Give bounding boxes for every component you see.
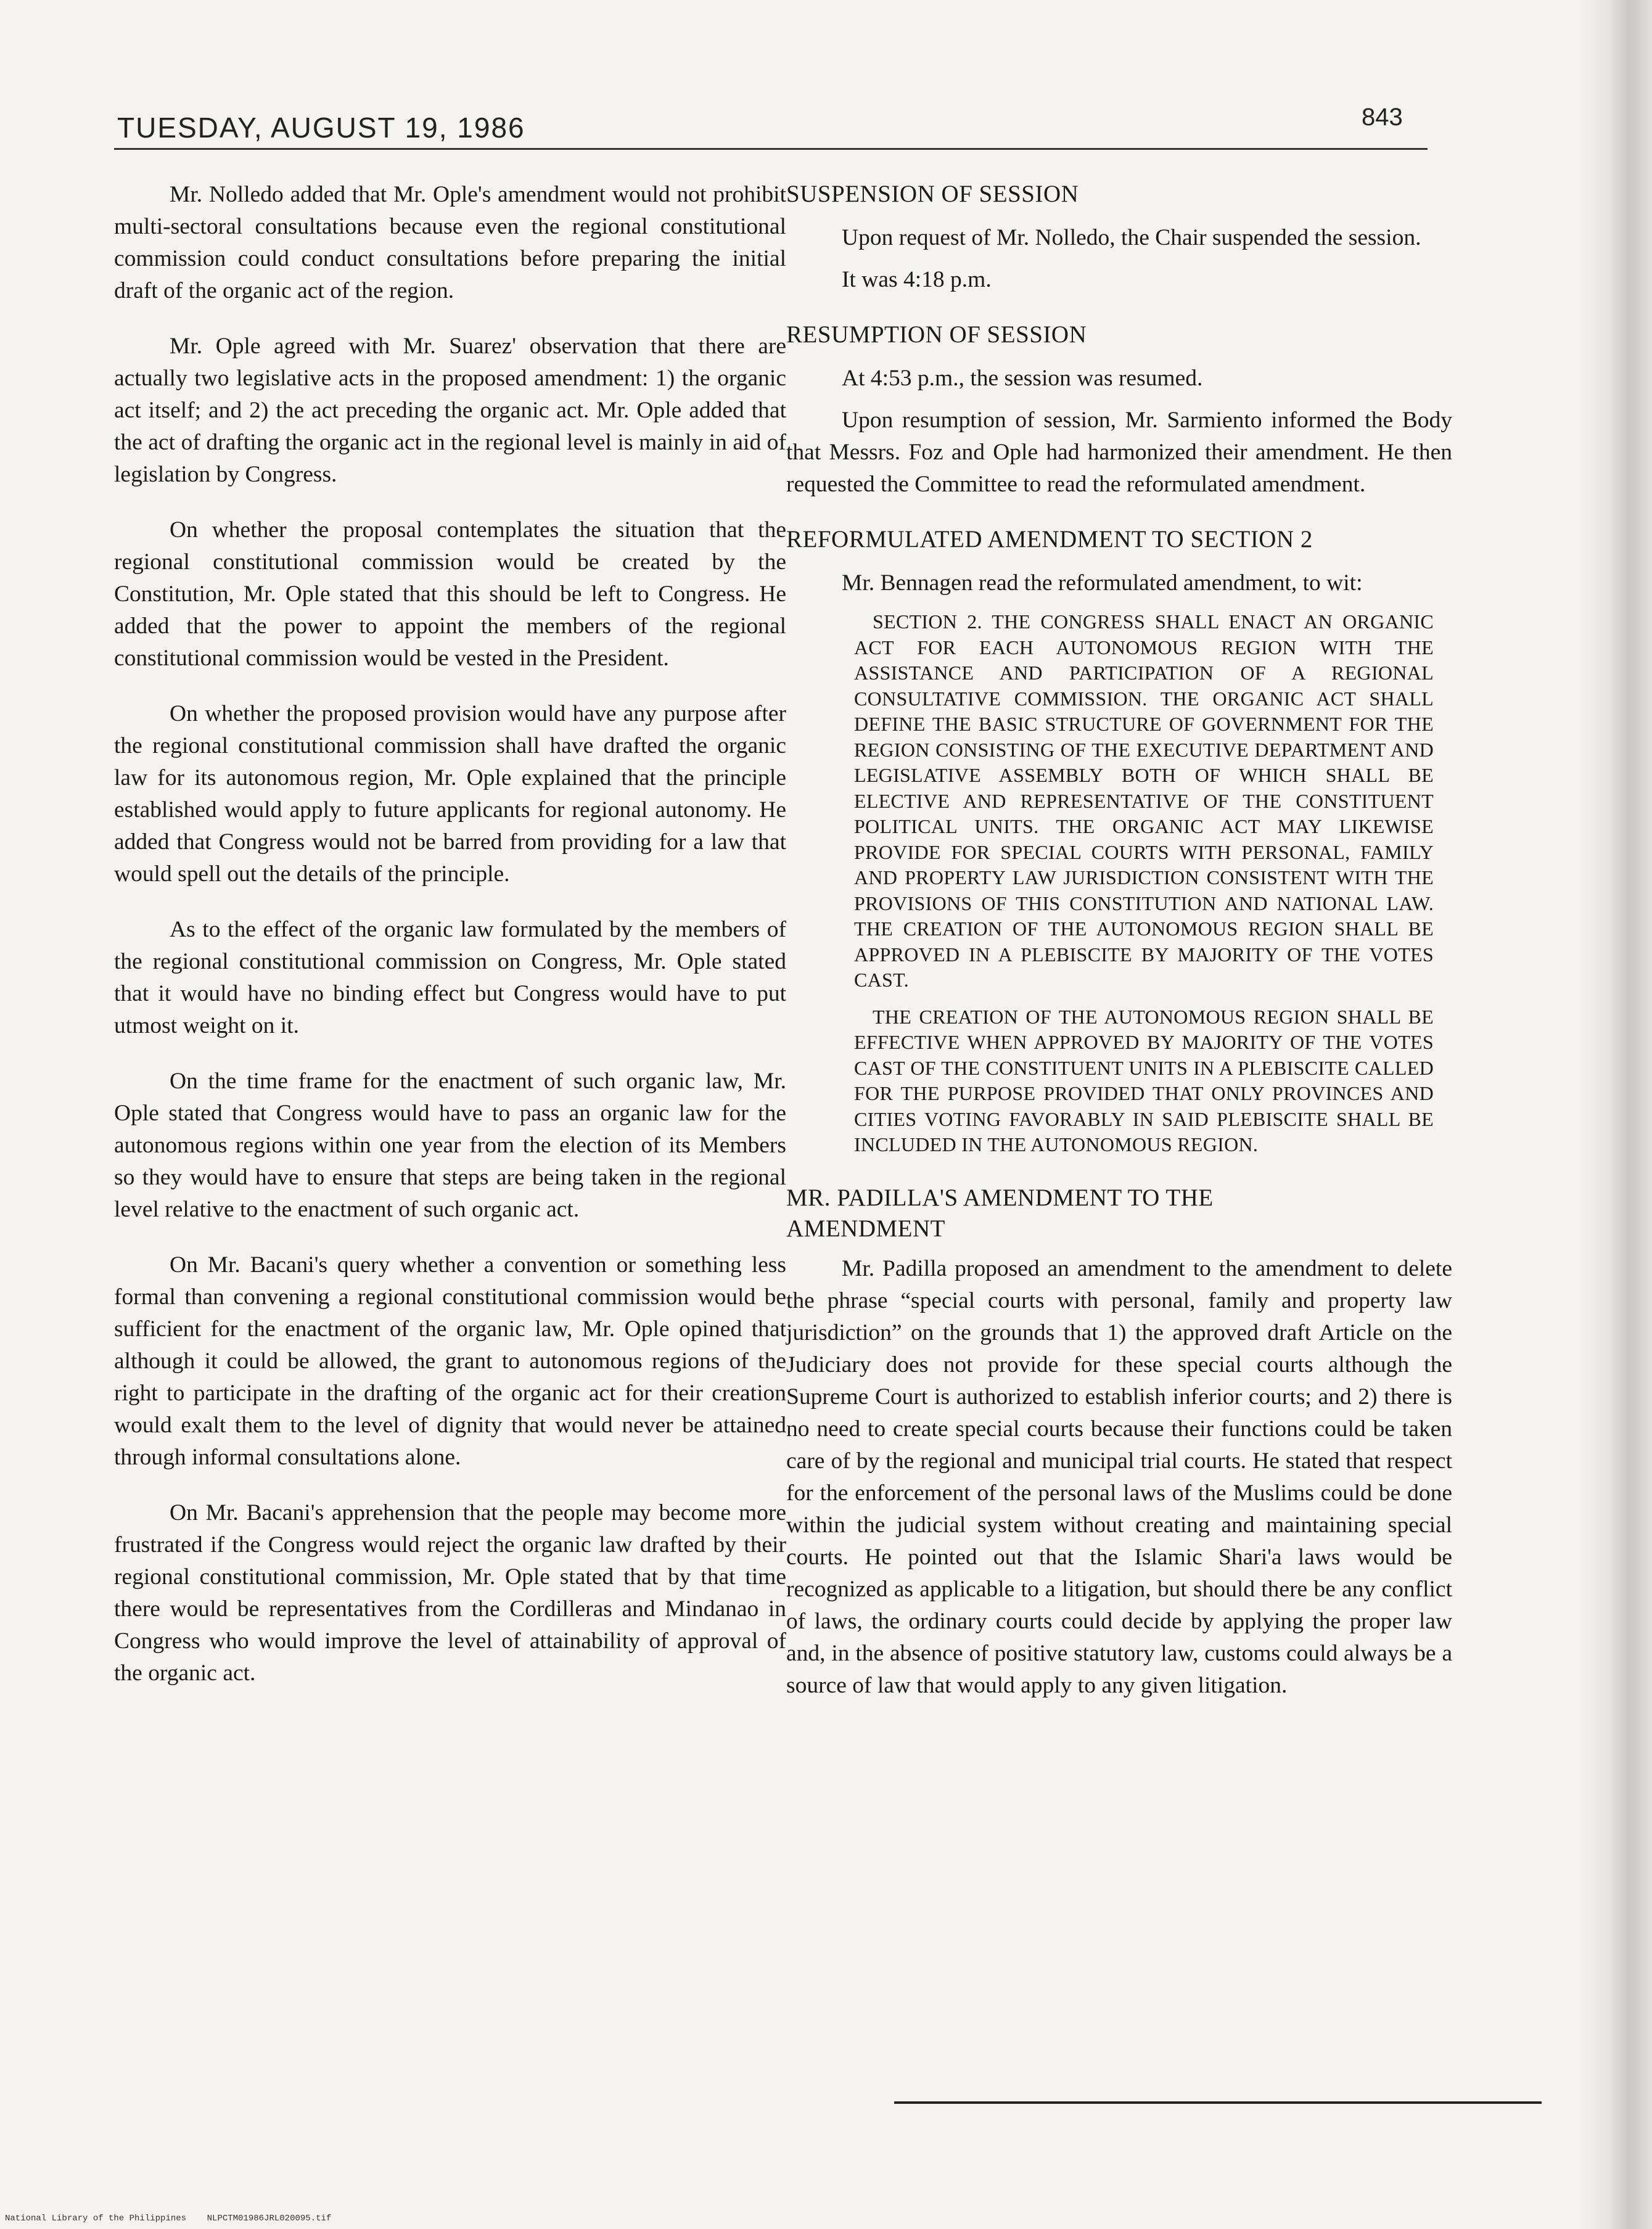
paragraph: On Mr. Bacani's query whether a convention or something less formal than convening a regional constitutional commission would be sufficient for the enactment of the organic law, Mr. Ople opined that although it could be allowed, the grant to autonomous regions of the right to participate in the drafting of the organic act for their creation would exalt them to the level of dignity that would never be attained through informal consultations alone. — [114, 1252, 786, 1470]
page-number: 843 — [1362, 104, 1403, 131]
paragraph: Mr. Padilla proposed an amendment to the amendment to delete the phrase “special courts with personal, family and property law jurisdiction” on the grounds that 1) the approved draft Article on the Judiciary does not provide for these special courts although the Supreme Court is authorized to establish inferior courts; and 2) there is no need to create special courts because their functions could be taken care of by the regional and municipal trial courts. He stated that respect for the enforcement of the personal laws of the Muslims could be done within the judicial system without creating and maintaining special courts. He pointed out that the Islamic Shari'a laws would be recognized as applicable to a litigation, but should there be any conflict of laws, the ordinary courts could decide by applying the proper law and, in the absence of positive statutory law, customs could always be a source of law that would apply to any given litigation. — [786, 1255, 1452, 1698]
paragraph: Mr. Ople agreed with Mr. Suarez' observation that there are actually two legislative acts in the proposed amendment: 1) the organic act itself; and 2) the act preceding the organic act. Mr. Ople added that the act of drafting the organic act in the regional level is mainly in aid of legislation by Congress. — [114, 334, 786, 487]
heading-line: MR. PADILLA'S AMENDMENT TO THE — [786, 1184, 1214, 1211]
paragraph: As to the effect of the organic law formulated by the members of the regional constitutional commission on Congress, Mr. Ople stated that it would have no binding effect but Congress would have to put utmost weight on it. — [114, 917, 786, 1038]
section-heading-reformulated: REFORMULATED AMENDMENT TO SECTION 2 — [786, 526, 1313, 552]
paragraph: At 4:53 p.m., the session was resumed. — [842, 366, 1203, 391]
block-quote: SECTION 2. THE CONGRESS SHALL ENACT AN ORGANIC ACT FOR EACH AUTONOMOUS REGION WITH THE ASSISTANCE AND PARTICIPATION OF A REGIONAL CONSULTATIVE COMMISSION. THE ORGANIC ACT SHALL DEFINE THE BASIC STRUCTURE OF GOVERNMENT FOR THE REGION CONSISTING OF THE EXECUTIVE DEPARTMENT AND LEGISLATIVE ASSEMBLY BOTH OF WHICH SHALL BE ELECTIVE AND REPRESENTATIVE OF THE CONSTITUENT POLITICAL UNITS. THE ORGANIC ACT MAY LIKEWISE PROVIDE FOR SPECIAL COURTS WITH PERSONAL, FAMILY AND PROPERTY LAW JURISDICTION CONSISTENT WITH THE PROVISIONS OF THIS CONSTITUTION AND NATIONAL LAW. THE CREATION OF THE AUTONOMOUS REGION SHALL BE APPROVED IN A PLEBISCITE BY MAJORITY OF THE VOTES CAST. — [854, 610, 1434, 991]
paragraph: On whether the proposal contemplates the situation that the regional constitutional commission would be created by the Constitution, Mr. Ople stated that this should be left to Congress. He added that the power to appoint the members of the regional constitutional commission would be vested in the President. — [114, 517, 786, 671]
section-heading-resumption: RESUMPTION OF SESSION — [786, 321, 1087, 348]
section-heading-suspension: SUSPENSION OF SESSION — [786, 181, 1079, 207]
paragraph: Upon request of Mr. Nolledo, the Chair suspended the session. — [842, 225, 1421, 250]
heading-line: AMENDMENT — [786, 1215, 945, 1242]
section-heading-padilla — [786, 1183, 1452, 1244]
footer-divider — [894, 2101, 1542, 2104]
paragraph: On whether the proposed provision would have any purpose after the regional constitutional commission shall have drafted the organic law for its autonomous region, Mr. Ople explained that the principle established would apply to future applicants for regional autonomy. He added that Congress would not be barred from providing for a law that would spell out the details of the principle. — [114, 701, 786, 887]
page-edge-shadow — [1578, 0, 1652, 2229]
paragraph: Mr. Bennagen read the reformulated amendment, to wit: — [842, 570, 1363, 596]
page-header-date: TUESDAY, AUGUST 19, 1986 — [117, 112, 525, 144]
block-quote: THE CREATION OF THE AUTONOMOUS REGION SHALL BE EFFECTIVE WHEN APPROVED BY MAJORITY OF THE VOTES CAST OF THE CONSTITUENT UNITS IN A PLEBISCITE CALLED FOR THE PURPOSE PROVIDED THAT ONLY PROVINCES AND CITIES VOTING FAVORABLY IN SAID PLEBISCITE SHALL BE INCLUDED IN THE AUTONOMOUS REGION. — [854, 1005, 1434, 1156]
left-column — [114, 179, 786, 1713]
right-column — [786, 179, 1452, 1725]
paragraph: Mr. Nolledo added that Mr. Ople's amendment would not prohibit multi-sectoral consultations because even the regional constitutional commission could conduct consultations before preparing the initial draft of the organic act of the region. — [114, 182, 786, 303]
paragraph: On the time frame for the enactment of such organic law, Mr. Ople stated that Congress would have to pass an organic law for the autonomous regions within one year from the election of its Members so they would have to ensure that steps are being taken in the regional level relative to the enactment of such organic act. — [114, 1069, 786, 1222]
paragraph: On Mr. Bacani's apprehension that the people may become more frustrated if the Congress would reject the organic law drafted by their regional constitutional commission, Mr. Ople stated that by that time there would be representatives from the Cordilleras and Mindanao in Congress who would improve the level of attainability of approval of the organic act. — [114, 1500, 786, 1686]
paragraph: Upon resumption of session, Mr. Sarmiento informed the Body that Messrs. Foz and Ople had harmonized their amendment. He then requested the Committee to read the reformulated amendment. — [786, 408, 1452, 497]
paragraph: It was 4:18 p.m. — [842, 267, 992, 292]
scan-footer-label: National Library of the Philippines NLPCTM01986JRL020095.tif — [5, 2214, 332, 2223]
header-divider — [114, 148, 1428, 150]
